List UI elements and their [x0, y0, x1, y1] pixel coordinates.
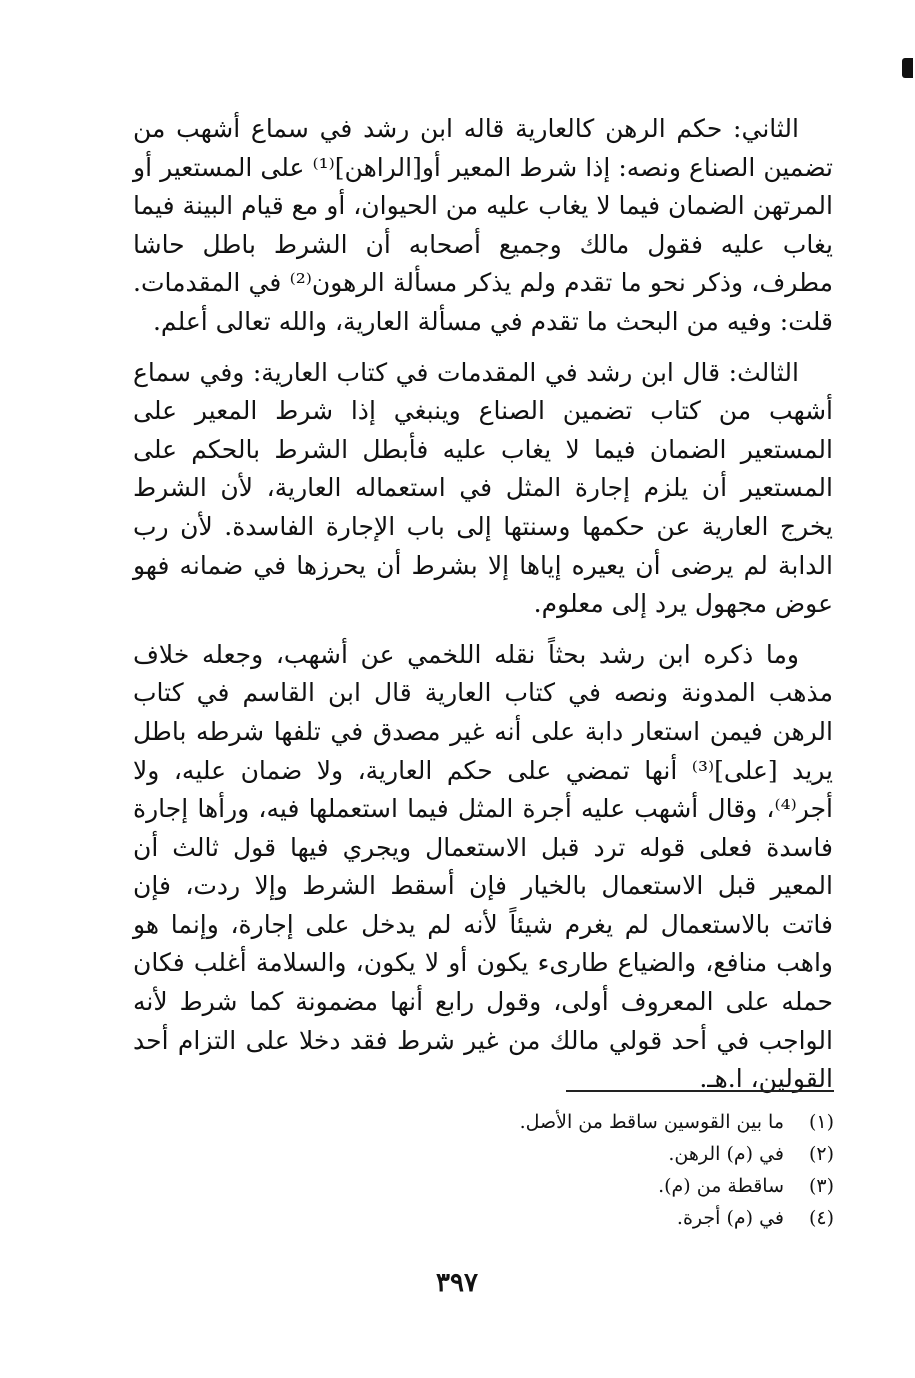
footnote-separator	[566, 1090, 834, 1092]
footnote-text: في (م) الرهن.	[668, 1143, 784, 1165]
paragraph-continuation: وما ذكره ابن رشد بحثاً نقله اللخمي عن أشهب، وجعله خلاف مذهب المدونة ونصه في كتاب العارية قال ابن القاسم في كتاب الرهن فيمن استعار دابة على أنه غير مصدق في تلفها شرطه باطل يريد [على]⁽³⁾ أنها تمضي على حكم العارية، ولا ضمان عليه، ولا أجر⁽⁴⁾، وقال أشهب عليه أجرة المثل فيما استعملها فيه، ورأها إجارة فاسدة فعلى قوله ترد قبل الاستعمال ويجري فيها قول ثالث أن المعير قبل الاستعمال بالخيار فإن أسقط الشرط وإلا ردت، فإن فاتت بالاستعمال لم يغرم شيئاً لأنه لم يدخل على إجارة، وإنما هو واهب منافع، والضياع طارىء يكون أو لا يكون، والسلامة أغلب فكان حمله على المعروف أولى، وقول رابع أنها مضمونة كما شرط لأنه الواجب في أحد قولي مالك من غير شرط فقد دخلا على التزام أحد القولين، ا.هـ.	[133, 639, 833, 1094]
footnote-text: في (م) أجرة.	[676, 1207, 784, 1229]
footnote-number: (٣)	[808, 1175, 834, 1197]
footnote-number: (٢)	[808, 1143, 834, 1165]
footnote-1	[420, 1106, 834, 1138]
main-text	[133, 110, 833, 1099]
paragraph-second: الثاني: حكم الرهن كالعارية قاله ابن رشد في سماع أشهب من تضمين الصناع ونصه: إذا شرط المعير أو[الراهن]⁽¹⁾ على المستعير أو المرتهن الضمان فيما لا يغاب عليه من الحيوان، أو مع قيام البينة فيما يغاب عليه فقول مالك وجميع أصحابه أن الشرط باطل حاشا مطرف، وذكر نحو ما تقدم ولم يذكر مسألة الرهون⁽²⁾ في المقدمات. قلت: وفيه من البحث ما تقدم في مسألة العارية، والله تعالى أعلم.	[133, 114, 833, 336]
footnote-2	[420, 1138, 834, 1170]
footnote-text: ساقطة من (م).	[658, 1175, 784, 1197]
footnote-number: (١)	[808, 1111, 834, 1133]
paragraph-third: الثالث: قال ابن رشد في المقدمات في كتاب العارية: وفي سماع أشهب من كتاب تضمين الصناع وينبغي إذا شرط المعير على المستعير الضمان فيما لا يغاب عليه فأبطل الشرط بالحكم على المستعير أن يلزم إجارة المثل في استعماله العارية، لأن الشرط يخرج العارية عن حكمها وسنتها إلى باب الإجارة الفاسدة. لأن رب الدابة لم يرضى أن يعيره إياها إلا بشرط أن يحرزها في ضمانه فهو عوض مجهول يرد إلى معلوم.	[133, 357, 833, 619]
footnote-number: (٤)	[808, 1207, 834, 1229]
footnote-3	[420, 1170, 834, 1202]
page-edge-mark	[902, 58, 913, 78]
footnote-text: ما بين القوسين ساقط من الأصل.	[519, 1111, 784, 1133]
footnote-4	[420, 1202, 834, 1234]
page-number: ٣٩٧	[436, 1268, 478, 1298]
footnotes	[420, 1106, 834, 1234]
